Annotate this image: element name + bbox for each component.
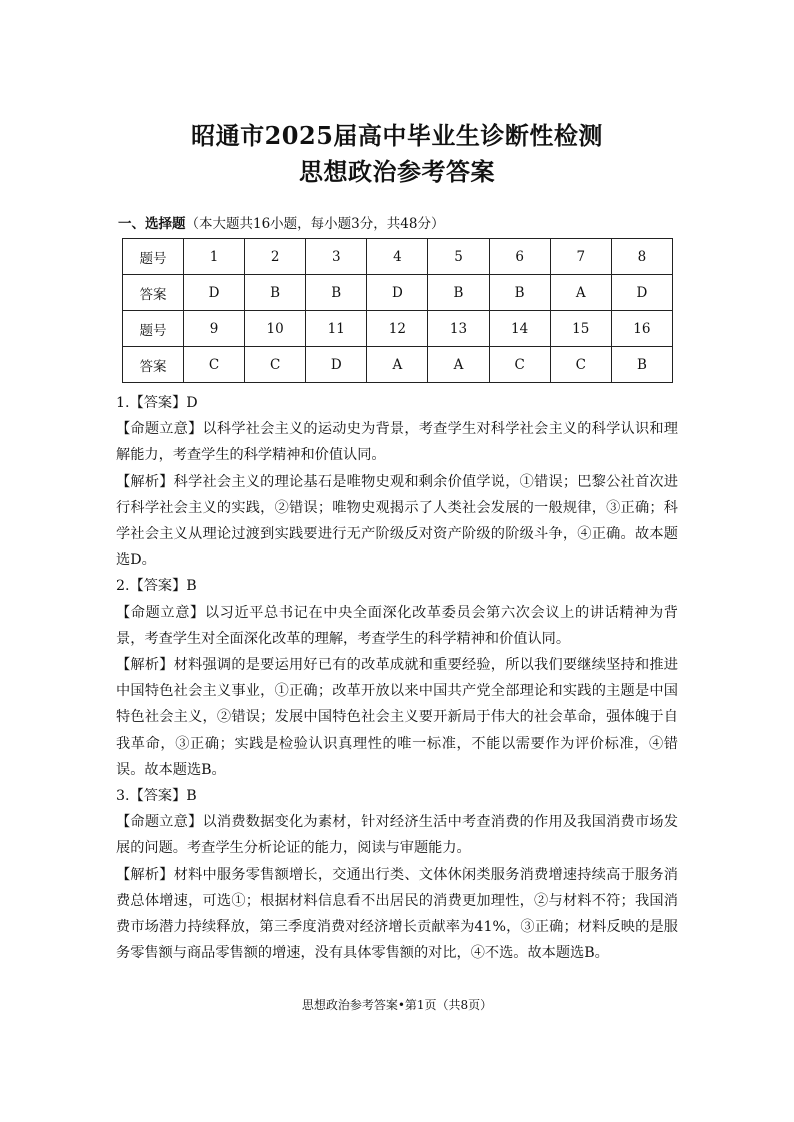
table-cell: 题号 [123,311,184,347]
table-cell: 3 [306,239,367,275]
intent-paragraph-2: 【命题立意】以习近平总书记在中央全面深化改革委员会第六次会议上的讲话精神为背景，考查学生对全面深化改革的理解，考查学生的科学精神和价值认同。 [116,604,678,647]
table-cell: D [306,347,367,383]
table-cell: D [611,275,672,311]
section-heading [118,212,444,232]
table-cell: C [489,347,550,383]
table-cell: B [611,347,672,383]
table-cell: 7 [550,239,611,275]
table-cell: 13 [428,311,489,347]
table-cell: C [245,347,306,383]
table-cell: 12 [367,311,428,347]
page-footer: 思想政治参考答案•第1页（共8页） [301,998,493,1012]
answer-explanations [116,390,678,966]
analysis-paragraph-1: 【解析】科学社会主义的理论基石是唯物史观和剩余价值学说，①错误；巴黎公社首次进行科学社会主义的实践，②错误；唯物史观揭示了人类社会发展的一般规律，③正确；科学社会主义从理论过渡到实践要进行无产阶级反对资产阶级的阶级斗争，④正确。故本题选D。 [116,473,678,569]
section-note: （本大题共16小题，每小题3分，共48分） [185,216,445,232]
table-cell: 15 [550,311,611,347]
table-cell: B [306,275,367,311]
table-cell: B [245,275,306,311]
table-cell: 16 [611,311,672,347]
table-cell: D [184,275,245,311]
intent-paragraph-1: 【命题立意】以科学社会主义的运动史为背景，考查学生对科学社会主义的科学认识和理解能力，考查学生的科学精神和价值认同。 [116,421,678,464]
document-subtitle: 思想政治参考答案 [299,157,495,186]
table-cell: 4 [367,239,428,275]
table-cell: A [550,275,611,311]
document-title: 昭通市2025届高中毕业生诊断性检测 [191,121,603,150]
table-cell: B [489,275,550,311]
table-row [123,239,673,275]
table-cell: 9 [184,311,245,347]
table-cell: 14 [489,311,550,347]
intent-paragraph-3: 【命题立意】以消费数据变化为素材，针对经济生活中考查消费的作用及我国消费市场发展的问题。考查学生分析论证的能力，阅读与审题能力。 [116,814,678,857]
table-row [123,311,673,347]
table-cell: 答案 [123,275,184,311]
analysis-paragraph-2: 【解析】材料强调的是要运用好已有的改革成就和重要经验，所以我们要继续坚持和推进中国特色社会主义事业，①正确；改革开放以来中国共产党全部理论和实践的主题是中国特色社会主义，②错误；发展中国特色社会主义要开新局于伟大的社会革命，强体魄于自我革命，③正确；实践是检验认识真理性的唯一标准，不能以需要作为评价标准，④错误。故本题选B。 [116,657,678,778]
table-cell: 题号 [123,239,184,275]
analysis-paragraph-3: 【解析】材料中服务零售额增长，交通出行类、文体休闲类服务消费增速持续高于服务消费总体增速，可选①；根据材料信息看不出居民的消费更加理性，②与材料不符；我国消费市场潜力持续释放，第三季度消费对经济增长贡献率为41%，③正确；材料反映的是服务零售额与商品零售额的增速，没有具体零售额的对比，④不选。故本题选B。 [116,866,678,962]
answer-table [122,238,673,383]
table-cell: 11 [306,311,367,347]
table-cell: 8 [611,239,672,275]
table-cell: 答案 [123,347,184,383]
table-cell: C [184,347,245,383]
answer-heading-1: 1.【答案】D [116,395,198,411]
table-cell: 2 [245,239,306,275]
table-cell: 6 [489,239,550,275]
section-title: 一、选择题 [118,216,186,232]
table-cell: 10 [245,311,306,347]
table-cell: 1 [184,239,245,275]
table-row [123,275,673,311]
table-cell: A [428,347,489,383]
table-cell: B [428,275,489,311]
table-cell: A [367,347,428,383]
answer-heading-2: 2.【答案】B [116,578,197,595]
answer-heading-3: 3.【答案】B [116,788,197,805]
table-row [123,347,673,383]
table-cell: 5 [428,239,489,275]
table-cell: C [550,347,611,383]
table-cell: D [367,275,428,311]
